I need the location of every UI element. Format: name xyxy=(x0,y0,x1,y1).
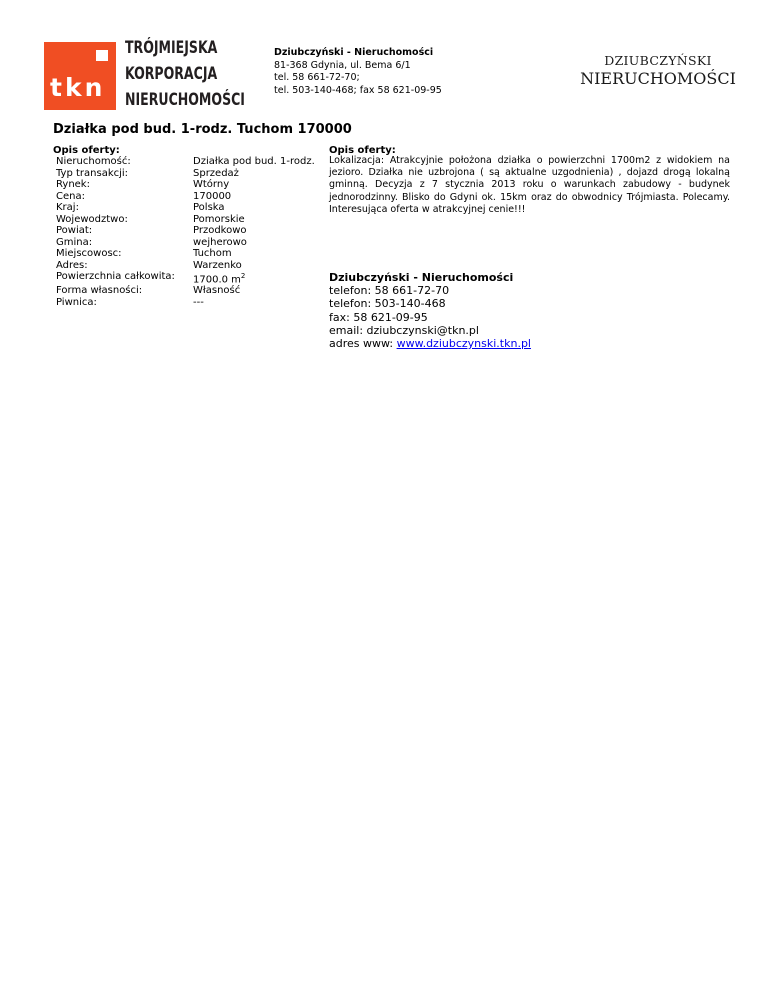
field-label: Nieruchomość: xyxy=(56,156,131,167)
company-address: 81-368 Gdynia, ul. Bema 6/1 xyxy=(274,59,411,71)
field-label: Rynek: xyxy=(56,179,90,190)
contact-block xyxy=(329,271,531,350)
logo-orange-block xyxy=(44,42,116,110)
field-value-text: 170000 xyxy=(193,190,232,202)
field-value xyxy=(193,191,315,203)
company-header-info xyxy=(274,47,442,97)
field-label: Typ transakcji: xyxy=(56,167,129,179)
field-value xyxy=(193,237,315,249)
field-value-text: Własność xyxy=(193,285,241,296)
field-value-text: Sprzedaż xyxy=(193,167,239,179)
contact-phone-2: telefon: 503-140-468 xyxy=(329,297,446,311)
contact-phone-1: telefon: 58 661-72-70 xyxy=(329,284,450,298)
contact-fax: fax: 58 621-09-95 xyxy=(329,310,428,324)
field-label: Adres: xyxy=(56,259,88,271)
logo-white-square xyxy=(96,50,108,61)
field-label: Gmina: xyxy=(56,236,93,248)
contact-www-label: adres www: xyxy=(329,337,397,351)
field-value xyxy=(193,168,315,180)
field-label: Powiat: xyxy=(56,225,93,236)
field-label: Forma własności: xyxy=(56,285,143,296)
contact-email: email: dziubczynski@tkn.pl xyxy=(329,323,479,337)
logo-tkn-text: tkn xyxy=(50,73,106,102)
unit-superscript: 2 xyxy=(240,272,246,280)
field-value-text: wejherowo xyxy=(193,236,247,248)
right-logo-line-2: NIERUCHOMOŚCI xyxy=(580,69,736,88)
offer-title: Działka pod bud. 1-rodz. Tuchom 170000 xyxy=(53,122,352,137)
field-value xyxy=(193,225,315,237)
company-name: Dziubczyński - Nieruchomości xyxy=(274,47,434,58)
field-value-text: Działka pod bud. 1-rodz. xyxy=(193,156,315,167)
field-label: Wojewodztwo: xyxy=(56,213,128,225)
logo-line-1: TRÓJMIEJSKA xyxy=(125,38,218,58)
field-value xyxy=(193,271,315,285)
field-value xyxy=(193,214,315,226)
field-value-text: Wtórny xyxy=(193,179,230,190)
logo-line-2: KORPORACJA xyxy=(125,64,218,84)
tkn-logo xyxy=(44,40,252,114)
field-values xyxy=(193,156,315,308)
field-value-text: 1700.0 m xyxy=(193,274,241,286)
field-value xyxy=(193,297,315,309)
right-logo-line-1: DZIUBCZYŃSKI xyxy=(604,53,712,68)
field-value-text: Polska xyxy=(193,202,225,213)
field-value-text: --- xyxy=(193,296,204,308)
field-value-text: Pomorskie xyxy=(193,213,245,225)
offer-heading-left: Opis oferty: xyxy=(53,145,120,156)
field-value-text: Warzenko xyxy=(193,259,242,271)
website-link[interactable]: www.dziubczynski.tkn.pl xyxy=(396,337,531,351)
offer-heading-right: Opis oferty: xyxy=(329,145,396,156)
field-label: Cena: xyxy=(56,190,85,202)
field-value-text: Tuchom xyxy=(193,248,232,259)
contact-name: Dziubczyński - Nieruchomości xyxy=(329,271,514,284)
field-value xyxy=(193,156,315,168)
field-value xyxy=(193,260,315,272)
field-label: Powierzchnia całkowita: xyxy=(56,271,175,282)
field-label: Piwnica: xyxy=(56,296,97,308)
dziubczynski-logo xyxy=(576,53,740,88)
field-value xyxy=(193,202,315,214)
contact-www xyxy=(329,337,531,350)
field-value xyxy=(193,285,315,297)
logo-line-3: NIERUCHOMOŚCI xyxy=(125,90,245,110)
offer-description: Lokalizacja: Atrakcyjnie położona działka o powierzchni 1700m2 z widokiem na jezioro. Działka nie uzbrojona ( są aktualne uzgodnienia) , dojazd drogą lokalną gminną. Decyzja z 7 stycznia 2013 roku o warunkach zabudowy - budynek jednorodzinny. Blisko do Gdyni ok. 15km oraz do obwodnicy Trójmiasta. Polecamy. Interesująca oferta w atrakcyjnej cenie!!! xyxy=(329,155,730,215)
field-label: Miejscowosc: xyxy=(56,248,122,259)
field-value xyxy=(193,179,315,191)
field-label: Kraj: xyxy=(56,202,79,213)
field-value-text: Przodkowo xyxy=(193,225,247,236)
field-value xyxy=(193,248,315,260)
company-phone: tel. 58 661-72-70; xyxy=(274,72,360,83)
company-phone-fax: tel. 503-140-468; fax 58 621-09-95 xyxy=(274,84,442,96)
field-labels xyxy=(56,156,175,308)
